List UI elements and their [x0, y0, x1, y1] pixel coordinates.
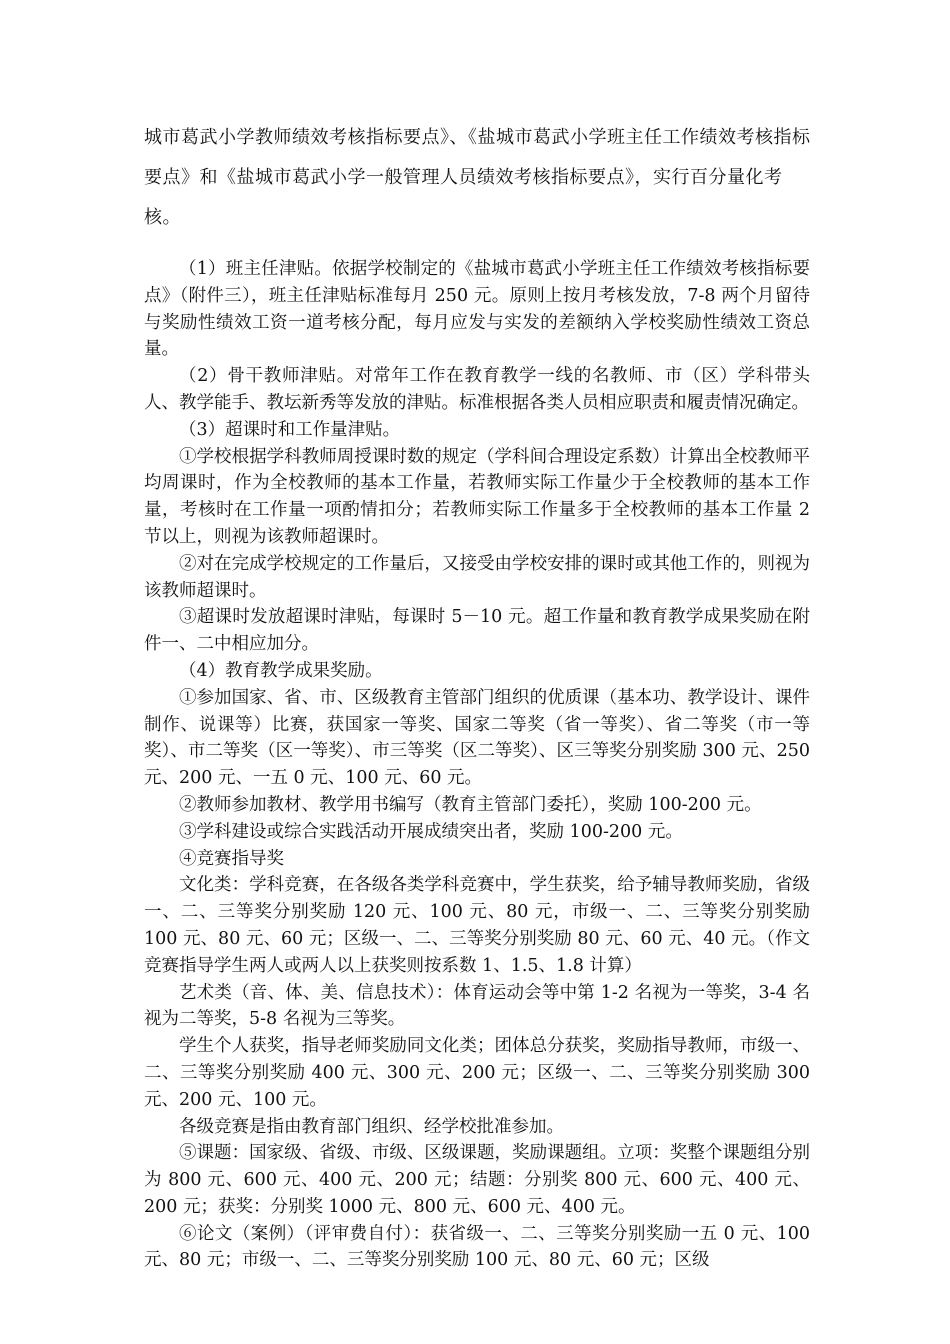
- paragraph-competition-heading: ④竞赛指导奖: [179, 848, 284, 869]
- paragraph-achievement-item-3: ③学科建设或综合实践活动开展成绩突出者，奖励 100-200 元。: [179, 821, 683, 842]
- paragraph-culture-category: 文化类：学科竞赛，在各级各类学科竞赛中，学生获奖，给予辅导教师奖励，省级一、二、三等奖分别奖励 120 元、100 元、80 元，市级一、二、三等奖分别奖励 100 元、80 元、60 元；区级一、二、三等奖分别奖励 80 元、60 元、40 元。（作文竞赛指导学生两人或两人以上获奖则按系数 1、1.5、1.8 计算）: [144, 875, 810, 976]
- paragraph-research-topics: ⑤课题：国家级、省级、市级、区级课题，奖励课题组。立项：奖整个课题组分别为 800 元、600 元、400 元、200 元；结题：分别奖 800 元、600 元、400 元、200 元；获奖：分别奖 1000 元、800 元、600 元、400 元。: [144, 1143, 810, 1217]
- intro-paragraph: 城市葛武小学教师绩效考核指标要点》、《盐城市葛武小学班主任工作绩效考核指标要点》和《盐城市葛武小学一般管理人员绩效考核指标要点》，实行百分量化考核。: [144, 127, 811, 228]
- paragraph-student-awards: 学生个人获奖，指导老师奖励同文化类；团体总分获奖，奖励指导教师，市级一、二、三等奖分别奖励 400 元、300 元、200 元；区级一、二、三等奖分别奖励 300 元、200 元、100 元。: [144, 1036, 810, 1110]
- paragraph-overtime-item-2: ②对在完成学校规定的工作量后，又接受由学校安排的课时或其他工作的，则视为该教师超课时。: [144, 553, 810, 601]
- paragraph-overtime-heading: （3）超课时和工作量津贴。: [179, 419, 401, 440]
- paragraph-overtime-item-1: ①学校根据学科教师周授课时数的规定（学科间合理设定系数）计算出全校教师平均周课时，作为全校教师的基本工作量，若教师实际工作量少于全校教师的基本工作量，考核时在工作量一项酌情扣分；若教师实际工作量多于全校教师的基本工作量 2 节以上，则视为该教师超课时。: [144, 446, 810, 547]
- paragraph-achievement-item-2: ②教师参加教材、教学用书编写（教育主管部门委托），奖励 100-200 元。: [179, 794, 762, 815]
- paragraph-papers: ⑥论文（案例）（评审费自付）：获省级一、二、三等奖分别奖励一五 0 元、100 元、80 元；市级一、二、三等奖分别奖励 100 元、80 元、60 元；区级: [144, 1223, 810, 1271]
- paragraph-achievement-heading: （4）教育教学成果奖励。: [179, 660, 383, 681]
- paragraph-art-category: 艺术类（音、体、美、信息技术）：体育运动会等中第 1-2 名视为一等奖，3-4 名视为二等奖，5-8 名视为三等奖。: [144, 982, 810, 1030]
- paragraph-overtime-item-3: ③超课时发放超课时津贴，每课时 5－10 元。超工作量和教育教学成果奖励在附件一、二中相应加分。: [144, 607, 810, 655]
- paragraph-key-teacher-allowance: （2）骨干教师津贴。对常年工作在教育教学一线的名教师、市（区）学科带头人、教学能手、教坛新秀等发放的津贴。标准根据各类人员相应职责和履责情况确定。: [144, 366, 810, 413]
- paragraph-competition-scope: 各级竞赛是指由教育部门组织、经学校批准参加。: [179, 1116, 564, 1137]
- intro-section: [144, 118, 812, 238]
- paragraph-class-teacher-allowance: （1）班主任津贴。依据学校制定的《盐城市葛武小学班主任工作绩效考核指标要点》（附件三），班主任津贴标准每月 250 元。原则上按月考核发放，7-8 两个月留待与奖励性绩效工资一道考核分配，每月应发与实发的差额纳入学校奖励性绩效工资总量。: [144, 259, 810, 360]
- paragraph-achievement-item-1: ①参加国家、省、市、区级教育主管部门组织的优质课（基本功、教学设计、课件制作、说课等）比赛，获国家一等奖、国家二等奖（省一等奖）、省二等奖（市一等奖）、市二等奖（区一等奖）、市三等奖（区二等奖）、区三等奖分别奖励 300 元、250 元、200 元、一五 0 元、100 元、60 元。: [144, 687, 810, 789]
- body-section: [144, 256, 810, 1274]
